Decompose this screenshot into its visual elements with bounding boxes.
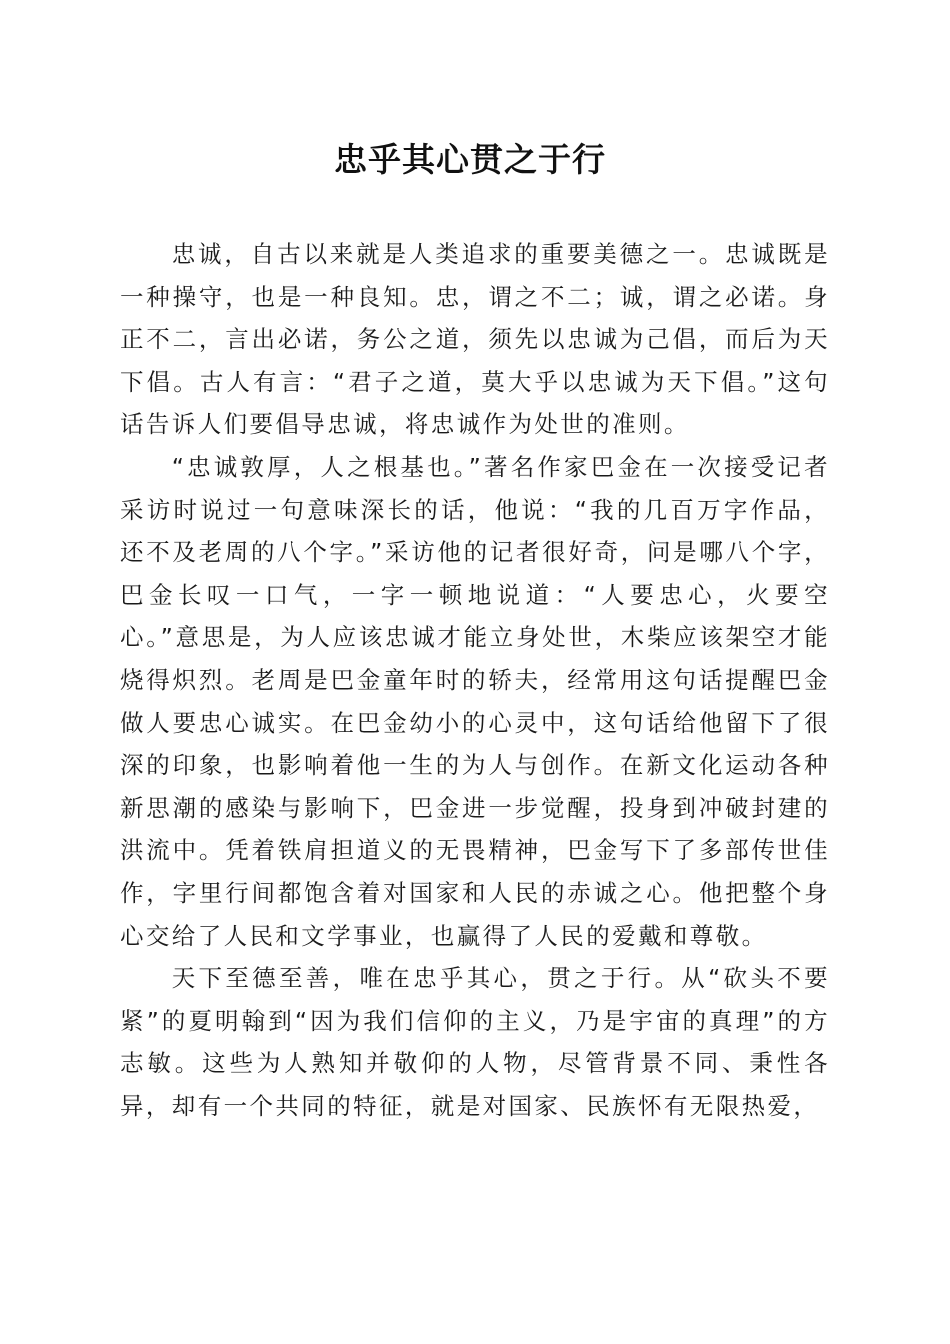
paragraph-1: 忠诚，自古以来就是人类追求的重要美德之一。忠诚既是一种操守，也是一种良知。忠，谓之不二；诚，谓之必诺。身正不二，言出必诺，务公之道，须先以忠诚为己倡，而后为天下倡。古人有言：“君子之道，莫大乎以忠诚为天下倡。”这句话告诉人们要倡导忠诚，将忠诚作为处世的准则。 bbox=[120, 240, 830, 439]
paragraph-2: “忠诚敦厚，人之根基也。”著名作家巴金在一次接受记者采访时说过一句意味深长的话，他说：“我的几百万字作品，还不及老周的八个字。”采访他的记者很好奇，问是哪八个字，巴金长叹一口气，一字一顿地说道：“人要忠心，火要空心。”意思是，为人应该忠诚才能立身处世，木柴应该架空才能烧得炽烈。老周是巴金童年时的轿夫，经常用这句话提醒巴金做人要忠心诚实。在巴金幼小的心灵中，这句话给他留下了很深的印象，也影响着他一生的为人与创作。在新文化运动各种新思潮的感染与影响下，巴金进一步觉醒，投身到冲破封建的洪流中。凭着铁肩担道义的无畏精神，巴金写下了多部传世佳作，字里行间都饱含着对国家和人民的赤诚之心。他把整个身心交给了人民和文学事业，也赢得了人民的爱戴和尊敬。 bbox=[120, 452, 830, 950]
paragraph-3: 天下至德至善，唯在忠乎其心，贯之于行。从“砍头不要紧”的夏明翰到“因为我们信仰的主义，乃是宇宙的真理”的方志敏。这些为人熟知并敬仰的人物，尽管背景不同、秉性各异，却有一个共同的特征，就是对国家、民族怀有无限热爱， bbox=[120, 964, 830, 1120]
page-title: 忠乎其心贯之于行 bbox=[334, 140, 606, 179]
document-body bbox=[120, 233, 830, 1127]
